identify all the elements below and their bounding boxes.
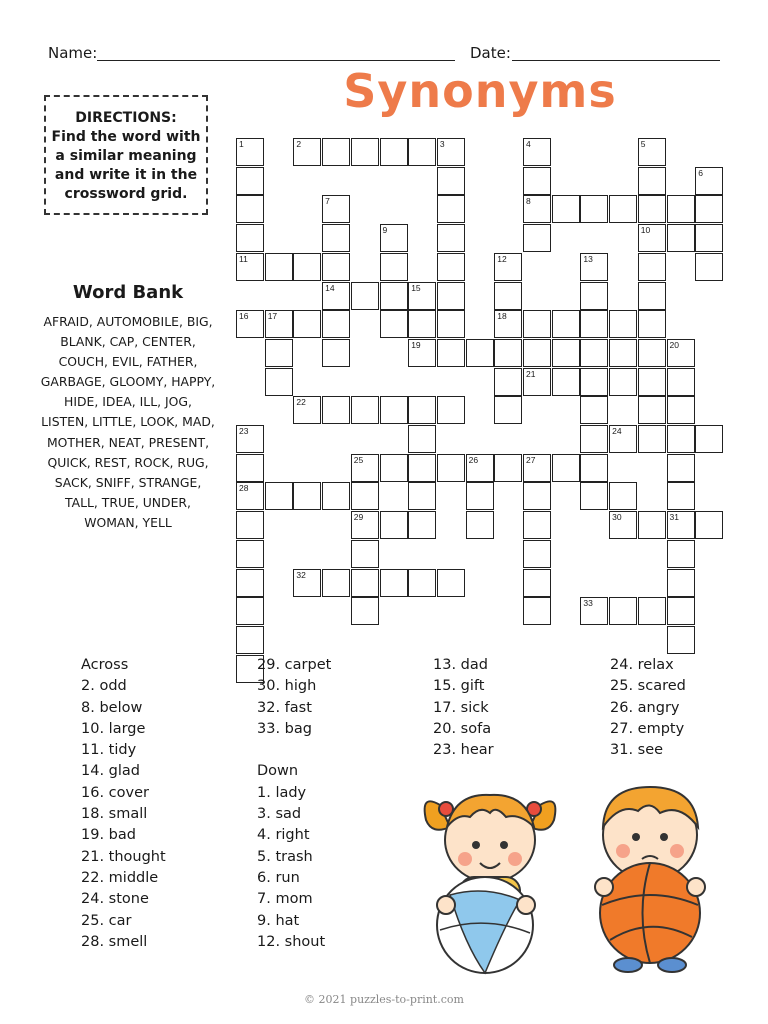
clue-number: 9 xyxy=(382,225,388,236)
crossword-cell[interactable] xyxy=(380,224,408,252)
crossword-cell[interactable] xyxy=(523,454,551,482)
crossword-cell[interactable] xyxy=(552,368,580,396)
crossword-cell[interactable] xyxy=(667,195,695,223)
crossword-cell[interactable] xyxy=(236,454,264,482)
crossword-cell[interactable] xyxy=(293,396,321,424)
clue: 7. mom xyxy=(257,891,313,908)
crossword-cell[interactable] xyxy=(437,138,465,166)
crossword-cell[interactable] xyxy=(494,282,522,310)
clue: 28. smell xyxy=(81,933,148,950)
clue-number: 27 xyxy=(526,454,536,465)
crossword-cell[interactable] xyxy=(437,569,465,597)
clue-number: 1 xyxy=(239,139,244,149)
crossword-cell[interactable] xyxy=(609,339,637,367)
crossword-cell[interactable] xyxy=(523,339,551,367)
crossword-cell[interactable] xyxy=(322,253,350,281)
clue: 20. sofa xyxy=(433,720,492,737)
crossword-cell[interactable] xyxy=(236,597,264,625)
crossword-cell[interactable] xyxy=(667,597,695,625)
crossword-cell[interactable] xyxy=(638,224,666,252)
clue-number: 3 xyxy=(439,139,445,149)
crossword-cell[interactable] xyxy=(638,282,666,310)
crossword-cell[interactable] xyxy=(494,454,522,482)
crossword-cell[interactable] xyxy=(380,310,408,338)
crossword-cell[interactable] xyxy=(638,310,666,338)
crossword-cell[interactable] xyxy=(494,396,522,424)
clue-number: 30 xyxy=(612,512,622,523)
crossword-cell[interactable] xyxy=(380,511,408,539)
clue: 10. large xyxy=(81,720,146,737)
crossword-cell[interactable] xyxy=(437,339,465,367)
crossword-cell[interactable] xyxy=(580,396,608,424)
crossword-cell[interactable] xyxy=(236,310,264,338)
clue-number: 33 xyxy=(583,598,593,609)
crossword-cell[interactable] xyxy=(523,597,551,625)
crossword-cell[interactable] xyxy=(437,167,465,195)
crossword-cell[interactable] xyxy=(695,224,723,252)
crossword-cell[interactable] xyxy=(351,396,379,424)
crossword-cell[interactable] xyxy=(236,167,264,195)
crossword-cell[interactable] xyxy=(695,253,723,281)
clue: 12. shout xyxy=(257,933,326,950)
crossword-cell[interactable] xyxy=(523,511,551,539)
crossword-cell[interactable] xyxy=(523,167,551,195)
crossword-cell[interactable] xyxy=(580,425,608,453)
crossword-cell[interactable] xyxy=(466,339,494,367)
clue: 19. bad xyxy=(81,827,136,844)
crossword-cell[interactable] xyxy=(667,540,695,568)
clue: 17. sick xyxy=(433,699,489,716)
clue-number: 5 xyxy=(640,139,646,149)
crossword-cell[interactable] xyxy=(265,482,293,510)
crossword-cell[interactable] xyxy=(380,138,408,166)
page-title: Synonyms xyxy=(343,64,617,118)
crossword-cell[interactable] xyxy=(437,454,465,482)
crossword-cell[interactable] xyxy=(408,339,436,367)
crossword-cell[interactable] xyxy=(609,368,637,396)
crossword-cell[interactable] xyxy=(494,339,522,367)
crossword-cell[interactable] xyxy=(437,253,465,281)
crossword-cell[interactable] xyxy=(466,511,494,539)
crossword-cell[interactable] xyxy=(523,310,551,338)
crossword-cell[interactable] xyxy=(580,339,608,367)
crossword-cell[interactable] xyxy=(265,253,293,281)
crossword-cell[interactable] xyxy=(236,195,264,223)
clue: 3. sad xyxy=(257,806,302,823)
crossword-cell[interactable] xyxy=(380,396,408,424)
crossword-cell[interactable] xyxy=(322,396,350,424)
crossword-cell[interactable] xyxy=(695,167,723,195)
crossword-cell[interactable] xyxy=(437,195,465,223)
clue: 21. thought xyxy=(81,848,166,865)
crossword-cell[interactable] xyxy=(638,339,666,367)
crossword-cell[interactable] xyxy=(293,138,321,166)
crossword-cell[interactable] xyxy=(322,224,350,252)
crossword-cell[interactable] xyxy=(580,597,608,625)
crossword-cell[interactable] xyxy=(293,310,321,338)
crossword-cell[interactable] xyxy=(609,425,637,453)
crossword-cell[interactable] xyxy=(437,282,465,310)
crossword-cell[interactable] xyxy=(667,569,695,597)
crossword-cell[interactable] xyxy=(236,138,264,166)
crossword-cell[interactable] xyxy=(523,569,551,597)
crossword-cell[interactable] xyxy=(466,482,494,510)
crossword-cell[interactable] xyxy=(580,454,608,482)
crossword-cell[interactable] xyxy=(236,511,264,539)
clues-column-1 xyxy=(81,655,166,953)
crossword-cell[interactable] xyxy=(638,167,666,195)
clue: 15. gift xyxy=(433,678,485,695)
crossword-cell[interactable] xyxy=(580,482,608,510)
crossword-cell[interactable] xyxy=(667,482,695,510)
crossword-cell[interactable] xyxy=(351,540,379,568)
crossword-cell[interactable] xyxy=(408,482,436,510)
crossword-cell[interactable] xyxy=(322,282,350,310)
crossword-cell[interactable] xyxy=(667,368,695,396)
clues-column-4 xyxy=(610,655,686,761)
crossword-cell[interactable] xyxy=(580,368,608,396)
crossword-cell[interactable] xyxy=(609,597,637,625)
clue-number: 13 xyxy=(583,253,593,264)
clue: 1. lady xyxy=(257,784,307,801)
directions-heading: DIRECTIONS: xyxy=(75,110,177,126)
clues-column-2 xyxy=(257,655,331,953)
crossword-cell[interactable] xyxy=(351,454,379,482)
crossword-cell[interactable] xyxy=(667,339,695,367)
crossword-cell[interactable] xyxy=(523,224,551,252)
clue: 25. car xyxy=(81,912,132,929)
crossword-cell[interactable] xyxy=(236,626,264,654)
crossword-cell[interactable] xyxy=(293,482,321,510)
clue-number: 22 xyxy=(296,397,306,408)
date-line[interactable] xyxy=(512,60,720,61)
crossword-cell[interactable] xyxy=(236,425,264,453)
crossword-cell[interactable] xyxy=(609,511,637,539)
clue-number: 12 xyxy=(497,253,507,264)
crossword-cell[interactable] xyxy=(667,396,695,424)
crossword-cell[interactable] xyxy=(265,368,293,396)
clue: 9. hat xyxy=(257,912,300,929)
crossword-cell[interactable] xyxy=(580,282,608,310)
crossword-cell[interactable] xyxy=(580,195,608,223)
clue: 32. fast xyxy=(257,699,312,716)
footer-copyright: © 2021 puzzles-to-print.com xyxy=(304,993,464,1006)
crossword-cell[interactable] xyxy=(351,569,379,597)
crossword-cell[interactable] xyxy=(638,597,666,625)
crossword-cell[interactable] xyxy=(322,195,350,223)
crossword-cell[interactable] xyxy=(667,454,695,482)
crossword-cell[interactable] xyxy=(552,454,580,482)
clue: 24. relax xyxy=(610,657,674,673)
clue-spacer xyxy=(257,740,331,761)
crossword-cell[interactable] xyxy=(609,482,637,510)
clue: Down xyxy=(257,763,299,780)
crossword-cell[interactable] xyxy=(609,310,637,338)
clue: 31. see xyxy=(610,742,664,759)
clue: 18. small xyxy=(81,806,148,823)
kids-with-balls-illustration xyxy=(410,765,720,980)
crossword-cell[interactable] xyxy=(638,195,666,223)
crossword-cell[interactable] xyxy=(236,253,264,281)
clue-number: 16 xyxy=(239,311,249,322)
clue: Across xyxy=(81,657,129,673)
crossword-cell[interactable] xyxy=(552,339,580,367)
clue: 4. right xyxy=(257,827,310,844)
crossword-cell[interactable] xyxy=(580,310,608,338)
clue-number: 32 xyxy=(296,569,306,580)
clue-number: 20 xyxy=(669,339,679,350)
clue-number: 17 xyxy=(267,311,278,322)
clue-number: 21 xyxy=(526,368,536,379)
crossword-cell[interactable] xyxy=(667,224,695,252)
crossword-cell[interactable] xyxy=(437,224,465,252)
crossword-cell[interactable] xyxy=(523,482,551,510)
crossword-cell[interactable] xyxy=(667,425,695,453)
crossword-cell[interactable] xyxy=(523,368,551,396)
clue: 14. glad xyxy=(81,763,140,780)
crossword-cell[interactable] xyxy=(494,253,522,281)
crossword-cell[interactable] xyxy=(437,396,465,424)
clue: 6. run xyxy=(257,869,300,886)
clue-number: 6 xyxy=(698,167,703,178)
clue: 33. bag xyxy=(257,720,312,737)
directions-box xyxy=(44,95,208,215)
crossword-cell[interactable] xyxy=(322,138,350,166)
clue-number: 26 xyxy=(468,454,479,465)
clue-number: 15 xyxy=(411,282,421,293)
crossword-cell[interactable] xyxy=(380,569,408,597)
clue-number: 7 xyxy=(325,196,330,207)
clue-number: 4 xyxy=(526,139,531,149)
crossword-cell[interactable] xyxy=(667,511,695,539)
clue-number: 31 xyxy=(669,512,679,523)
crossword-cell[interactable] xyxy=(380,454,408,482)
crossword-cell[interactable] xyxy=(351,282,379,310)
crossword-cell[interactable] xyxy=(580,253,608,281)
date-label: Date: xyxy=(470,44,511,62)
clue-number: 14 xyxy=(325,282,335,293)
crossword-cell[interactable] xyxy=(667,626,695,654)
crossword-cell[interactable] xyxy=(236,224,264,252)
clue: 11. tidy xyxy=(81,742,137,759)
crossword-cell[interactable] xyxy=(351,482,379,510)
clue-number: 28 xyxy=(239,483,249,494)
crossword-cell[interactable] xyxy=(265,310,293,338)
crossword-cell[interactable] xyxy=(408,282,436,310)
crossword-cell[interactable] xyxy=(552,195,580,223)
clue: 30. high xyxy=(257,678,317,695)
crossword-cell[interactable] xyxy=(380,253,408,281)
clue-number: 25 xyxy=(353,454,364,465)
crossword-cell[interactable] xyxy=(638,368,666,396)
crossword-cell[interactable] xyxy=(695,195,723,223)
clue-number: 23 xyxy=(239,426,249,436)
clue: 26. angry xyxy=(610,699,680,716)
crossword-cell[interactable] xyxy=(408,396,436,424)
crossword-cell[interactable] xyxy=(437,310,465,338)
crossword-cell[interactable] xyxy=(695,511,723,539)
crossword-cell[interactable] xyxy=(523,138,551,166)
clue-number: 18 xyxy=(497,311,507,322)
clue-number: 29 xyxy=(353,512,364,523)
crossword-cell[interactable] xyxy=(293,569,321,597)
crossword-cell[interactable] xyxy=(638,425,666,453)
name-label: Name: xyxy=(48,44,98,62)
crossword-cell[interactable] xyxy=(408,425,436,453)
word-bank-list: AFRAID, AUTOMOBILE, BIG, BLANK, CAP, CENTER, COUCH, EVIL, FATHER, GARBAGE, GLOOMY, HAPPY, HIDE, IDEA, ILL, JOG, LISTEN, LITTLE, LOOK, MAD, MOTHER, NEAT, PRESENT, QUICK, REST, ROCK, RUG, SACK, SNIFF, STRANGE, TALL, TRUE, UNDER, WOMAN, YELL xyxy=(40,314,216,530)
crossword-cell[interactable] xyxy=(408,310,436,338)
clue: 24. stone xyxy=(81,891,149,908)
crossword-cell[interactable] xyxy=(408,569,436,597)
crossword-cell[interactable] xyxy=(494,310,522,338)
crossword-cell[interactable] xyxy=(351,511,379,539)
clue: 13. dad xyxy=(433,657,488,673)
clue: 8. below xyxy=(81,699,143,716)
crossword-cell[interactable] xyxy=(408,454,436,482)
clue: 16. cover xyxy=(81,784,149,801)
clue-number: 8 xyxy=(526,196,531,207)
clue-number: 24 xyxy=(612,426,622,436)
girl-illustration xyxy=(425,795,556,973)
directions-text: Find the word with a similar meaning and write it in the crossword grid. xyxy=(51,129,201,202)
crossword-cell[interactable] xyxy=(695,425,723,453)
clue-number: 19 xyxy=(411,339,421,350)
crossword-cell[interactable] xyxy=(322,310,350,338)
crossword-cell[interactable] xyxy=(552,310,580,338)
crossword-cell[interactable] xyxy=(638,396,666,424)
crossword-cell[interactable] xyxy=(523,540,551,568)
crossword-cell[interactable] xyxy=(494,368,522,396)
clue: 23. hear xyxy=(433,742,494,759)
clue: 2. odd xyxy=(81,678,127,695)
crossword-cell[interactable] xyxy=(408,511,436,539)
crossword-cell[interactable] xyxy=(638,253,666,281)
clue: 5. trash xyxy=(257,848,313,865)
boy-illustration xyxy=(595,787,705,972)
crossword-cell[interactable] xyxy=(380,282,408,310)
clue-number: 10 xyxy=(640,225,651,236)
crossword-cell[interactable] xyxy=(236,540,264,568)
crossword-cell[interactable] xyxy=(293,253,321,281)
crossword-cell[interactable] xyxy=(609,195,637,223)
crossword-cell[interactable] xyxy=(523,195,551,223)
crossword-cell[interactable] xyxy=(351,138,379,166)
crossword-cell[interactable] xyxy=(466,454,494,482)
crossword-cell[interactable] xyxy=(322,482,350,510)
clue-number: 11 xyxy=(239,253,248,264)
name-line[interactable] xyxy=(97,60,455,61)
crossword-cell[interactable] xyxy=(236,482,264,510)
word-bank-title: Word Bank xyxy=(72,282,184,303)
clue: 22. middle xyxy=(81,869,159,886)
crossword-cell[interactable] xyxy=(322,339,350,367)
crossword-cell[interactable] xyxy=(638,138,666,166)
clues-column-3 xyxy=(433,655,494,761)
clue: 25. scared xyxy=(610,678,686,695)
clue-number: 2 xyxy=(296,139,302,149)
crossword-cell[interactable] xyxy=(408,138,436,166)
crossword-cell[interactable] xyxy=(351,597,379,625)
crossword-cell[interactable] xyxy=(236,569,264,597)
clue: 27. empty xyxy=(610,720,685,737)
crossword-cell[interactable] xyxy=(265,339,293,367)
crossword-cell[interactable] xyxy=(638,511,666,539)
clue: 29. carpet xyxy=(257,657,332,673)
crossword-cell[interactable] xyxy=(322,569,350,597)
